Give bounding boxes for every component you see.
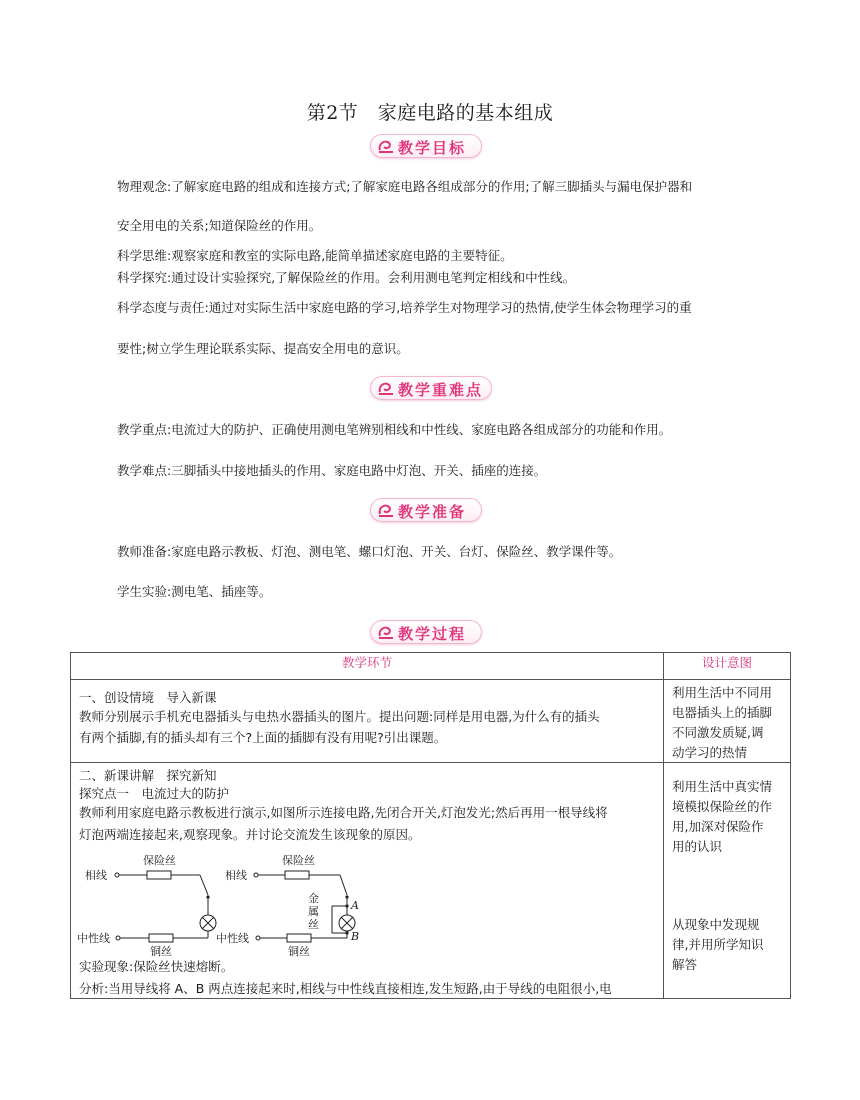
intent-cell [664, 680, 791, 763]
copper-wire-label: 铜丝 [288, 945, 310, 957]
neutral-wire-label: 中性线 [77, 932, 110, 945]
stage-cell [71, 680, 664, 763]
book-swirl-icon [377, 138, 395, 154]
stage-text: 教师分别展示手机充电器插头与电热水器插头的图片。提出问题:同样是用电器,为什么有的插头 [79, 709, 600, 724]
metal-wire-label-char: 金 [308, 892, 319, 905]
table-row [71, 680, 791, 763]
difficult-point: 教学难点:三脚插头中接地插头的作用、家庭电路中灯泡、开关、插座的连接。 [117, 463, 547, 478]
experiment-result: 实验现象:保险丝快速熔断。 [79, 959, 234, 974]
key-point: 教学重点:电流过大的防护、正确使用测电笔辨别相线和中性线、家庭电路各组成部分的功能和作用。 [117, 422, 672, 437]
stage-heading: 二、新课讲解 探究新知 [79, 768, 217, 783]
metal-wire-label-char: 属 [308, 905, 319, 918]
stage-text: 灯泡两端连接起来,观察现象。并讨论交流发生该现象的原因。 [79, 827, 421, 842]
section-title: 教学准备 [398, 503, 467, 521]
header-design-intent: 设计意图 [664, 653, 791, 680]
live-wire-label: 相线 [85, 869, 107, 882]
section-title: 教学目标 [398, 139, 467, 157]
book-swirl-icon [377, 380, 395, 396]
neutral-wire-label: 中性线 [216, 932, 249, 945]
table-header-row [71, 653, 791, 680]
teacher-prep: 教师准备:家庭电路示教板、灯泡、测电笔、螺口灯泡、开关、台灯、保险丝、教学课件等。 [117, 544, 622, 559]
point-b-label: B [351, 930, 360, 943]
section-badge-keypoints [370, 376, 492, 400]
analysis-text: 分析:当用导线将 A、B 两点连接起来时,相线与中性线直接相连,发生短路,由于导线的电阻很小,电 [79, 981, 612, 996]
lesson-table [70, 652, 791, 999]
circuit-diagram [75, 847, 375, 957]
copper-wire-label: 铜丝 [150, 945, 172, 957]
page-title: 第2节 家庭电路的基本组成 [306, 102, 554, 124]
stage-heading: 一、创设情境 导入新课 [79, 690, 217, 705]
book-swirl-icon [377, 502, 395, 518]
point-a-label: A [351, 899, 359, 912]
stage-text: 教师利用家庭电路示教板进行演示,如图所示连接电路,先闭合开关,灯泡发光;然后再用一根导线将 [79, 805, 608, 820]
student-prep: 学生实验:测电笔、插座等。 [117, 584, 272, 599]
book-swirl-icon [377, 624, 395, 640]
section-badge-goals [370, 134, 482, 158]
intent-text: 利用生活中真实情 境模拟保险丝的作 用,加深对保险作 用的认识 [672, 779, 773, 854]
section-badge-prep [370, 498, 482, 522]
goal-physics-line2: 安全用电的关系;知道保险丝的作用。 [117, 218, 322, 233]
intent-text: 利用生活中不同用 电器插头上的插脚 不同激发质疑,调 动学习的热情 [672, 685, 773, 760]
live-wire-label: 相线 [225, 869, 247, 882]
goal-physics-line1: 物理观念:了解家庭电路的组成和连接方式;了解家庭电路各组成部分的作用;了解三脚插头与漏电保护器和 [117, 179, 693, 194]
stage-cell [71, 763, 664, 999]
header-teaching-stage: 教学环节 [71, 653, 664, 680]
goal-attitude-line2: 要性;树立学生理论联系实际、提高安全用电的意识。 [117, 341, 409, 356]
section-badge-process [370, 620, 482, 644]
stage-text: 有两个插脚,有的插头却有三个?上面的插脚有没有用呢?引出课题。 [79, 730, 447, 745]
table-row [71, 763, 791, 999]
goal-inquiry: 科学探究:通过设计实验探究,了解保险丝的作用。会利用测电笔判定相线和中性线。 [117, 270, 576, 285]
section-title: 教学过程 [398, 625, 467, 643]
fuse-label: 保险丝 [143, 854, 176, 867]
stage-subheading: 探究点一 电流过大的防护 [79, 786, 230, 801]
intent-cell [664, 763, 791, 999]
intent-text: 从现象中发现规 律,并用所学知识 解答 [672, 917, 764, 972]
goal-thinking: 科学思维:观察家庭和教室的实际电路,能简单描述家庭电路的主要特征。 [117, 248, 513, 263]
metal-wire-label-char: 丝 [308, 918, 319, 931]
fuse-label: 保险丝 [282, 854, 315, 867]
goal-attitude-line1: 科学态度与责任:通过对实际生活中家庭电路的学习,培养学生对物理学习的热情,使学生体会物理学习的重 [117, 300, 692, 315]
section-title: 教学重难点 [398, 381, 484, 399]
